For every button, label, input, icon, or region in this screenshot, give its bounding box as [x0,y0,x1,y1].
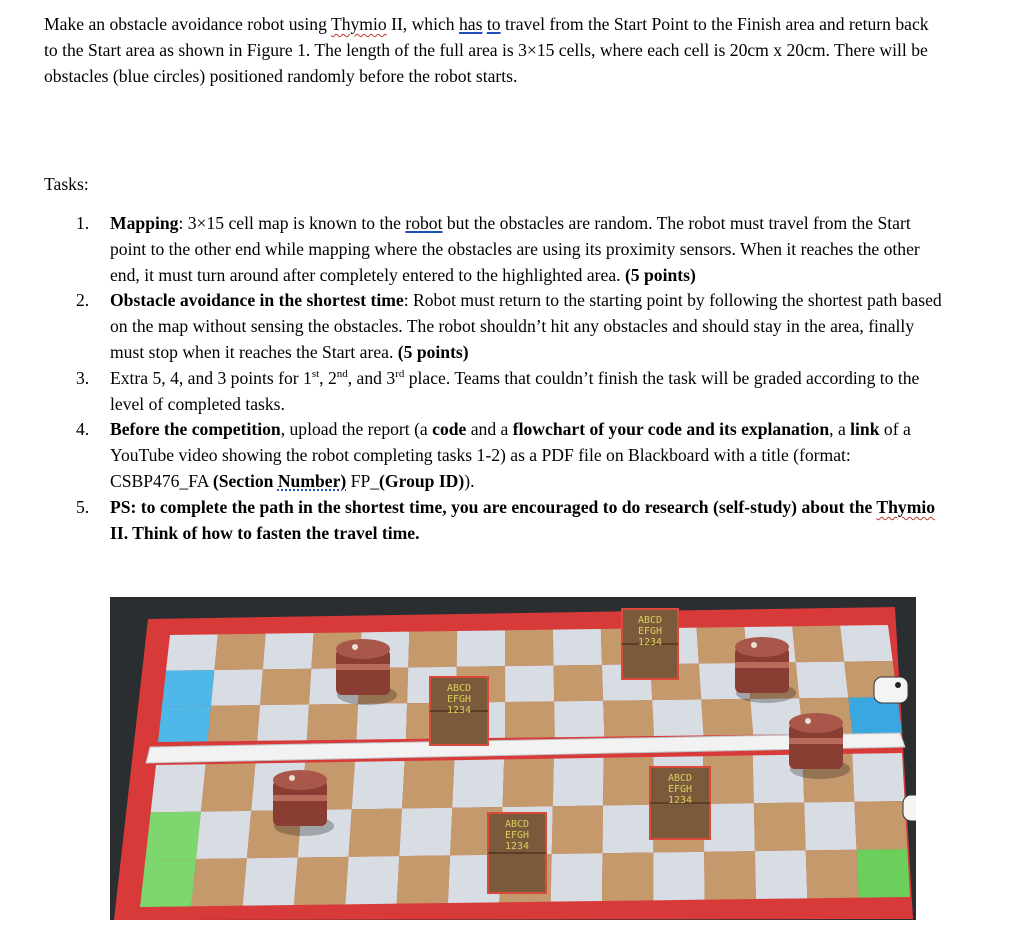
arena-image [110,597,916,920]
robot-upper-body [874,677,908,703]
task-text: , 2 [319,367,337,388]
crate-1-label: 1234 [637,637,663,648]
upper-lane-tile [553,629,602,666]
lower-lane-tile [151,764,206,812]
lower-lane-tile [551,853,603,901]
task-bold-text: code [432,419,467,440]
task-list [44,211,944,546]
task-bold-text: II. Think of how to fasten the travel time. [110,522,420,543]
upper-lane-tile [257,704,309,740]
robot-upper-sensor [895,682,901,688]
upper-lane-tile [652,699,703,736]
task-number: 5. [76,496,90,517]
lower-lane-tile [804,802,856,851]
task-bold-text: (Section [212,470,278,491]
barrel-3-cap [805,718,811,724]
lower-lane-tile [704,803,755,852]
lower-lane-tile [140,859,196,907]
upper-lane-tile [554,701,604,737]
barrel-2-cap [751,642,757,648]
lower-lane-tile [345,856,399,904]
task-bold-text: PS: to complete the path in the shortest time, you are encouraged to do research (self-study) about the [110,496,877,517]
robot-lower-body [903,795,916,821]
upper-lane-tile [211,669,263,705]
crate-3-label: 1234 [667,795,693,806]
upper-lane-tile [260,669,311,705]
upper-lane-tile [214,634,265,670]
task-number: 1. [76,213,90,233]
lower-lane-tile [852,753,904,802]
task-number: 4. [76,419,90,440]
task-text: : Robot must return to the starting point by following the shortest path based on the map without sensing the obstacles. The robot shouldn’t hit any obstacles and should stay in the area, finally must stop when it reaches the Start area. [110,290,942,362]
task-text: ). [464,470,475,491]
barrel-4-band [273,795,327,801]
task-title: Obstacle avoidance in the shortest time [110,290,404,311]
lower-lane-tile [191,858,247,906]
crate-3-label: ABCD [667,773,693,784]
intro-text-2: II, which [386,14,459,34]
task-bold-text: link [850,419,880,440]
lower-lane-tile [503,759,554,807]
task-number: 2. [76,290,90,311]
upper-lane-tile [796,662,849,699]
arena-figure [110,597,916,920]
crate-4-label: ABCD [504,819,530,830]
lower-lane-tile [603,757,653,806]
barrel-4-lid [273,770,327,790]
task-text: Extra 5, 4, and 3 points for 1 [110,367,312,388]
barrel-3-lid [789,713,843,733]
task-text: but the obstacles are random. The robot must travel from the Start point to the other end while mapping where the obstacles are using its proximity sensors. When it reaches the other end, it must turn around after completely entered to the highlighted area. [110,213,920,285]
task-bold-text: Before the competition [110,419,281,440]
intro-text-1: Make an obstacle avoidance robot using [44,14,331,34]
upper-lane-tile [701,699,753,736]
lower-lane-tile [402,760,454,808]
upper-lane-tile [505,666,554,702]
crate-2-label: 1234 [446,705,472,716]
task-text: , a [829,419,851,440]
crate-4-label: 1234 [504,841,530,852]
task-item-4 [44,417,944,494]
crate-4-label: EFGH [504,830,530,841]
intro-has-word: has [459,14,483,34]
upper-lane-tile [505,701,555,737]
lower-lane-tile [653,852,704,900]
task-bold-text: (Group ID) [379,470,465,491]
ordinal-suffix: rd [395,367,405,380]
lower-lane-tile [754,803,806,852]
task-item-5 [44,495,944,547]
task-number: 3. [76,367,90,388]
upper-lane-tile [158,706,211,742]
lower-lane-tile [196,811,251,859]
task-title: Mapping [110,213,179,233]
intro-text-4: travel from the Start Point to the Finish area and return back to the Start area as shown in Figure 1. The length of the full area is 3×15 cells, where each cell is 20cm x 20cm. There will be obstacles (blue circles) positioned randomly before the robot starts. [44,14,929,86]
barrel-1-cap [352,644,358,650]
lower-lane-tile [243,858,298,906]
lower-lane-tile [399,808,452,856]
lower-lane-tile [452,759,504,807]
task-text: place. Teams that couldn’t finish the task will be graded according to the level of completed tasks. [110,367,920,414]
task-points: (5 points) [397,341,469,362]
lower-lane-tile [806,850,859,899]
task-text: : 3×15 cell map is known to the [178,213,406,233]
task-item-3 [44,366,944,418]
upper-lane-tile [840,625,893,662]
upper-lane-tile [356,703,407,739]
ordinal-suffix: st [311,367,320,380]
intro-thymio-word: Thymio [330,14,387,34]
task-text: of a YouTube video showing the robot completing tasks 1-2) as a PDF file on Blackboard with a title (format: CSBP476_FA [110,419,911,491]
task-text: and a [466,419,513,440]
barrel-1-band [336,664,390,670]
crate-2-label: EFGH [446,694,472,705]
lower-lane-tile [201,763,256,811]
crate-1-label: EFGH [637,626,663,637]
lower-lane-tile [552,806,603,854]
upper-lane-tile [603,700,654,736]
lower-lane-tile [854,801,907,850]
crate-3-label: EFGH [667,784,693,795]
barrel-4-cap [289,775,295,781]
lower-lane-tile [857,849,910,898]
intro-to-word: to [486,14,501,34]
task-text: FP_ [346,470,380,491]
lower-lane-tile [349,809,402,857]
upper-lane-tile [162,670,214,706]
barrel-2-lid [735,637,789,657]
barrel-2-band [735,662,789,668]
task-thymio-word: Thymio [876,496,936,517]
upper-lane-tile [554,665,604,701]
lower-lane-tile [602,853,653,901]
lower-lane-tile [603,805,654,853]
task-points: (5 points) [624,264,696,285]
upper-lane-tile [263,633,314,669]
upper-lane-tile [166,634,218,670]
lower-lane-tile [704,851,756,900]
crate-2-label: ABCD [446,683,472,694]
lower-lane-tile [397,855,450,903]
upper-lane-tile [505,630,553,666]
lower-lane-tile [755,850,807,899]
upper-lane-tile [792,626,844,663]
lower-lane-tile [553,758,604,806]
barrel-3-band [789,738,843,744]
lower-lane-tile [294,857,349,905]
lower-lane-tile [145,812,201,860]
task-text: , upload the report (a [280,419,433,440]
task-item-1 [44,211,944,288]
task-bold-number-word: Number) [277,470,347,491]
ordinal-suffix: nd [336,367,348,380]
crate-1-label: ABCD [637,615,663,626]
upper-lane-tile [457,630,505,666]
task-robot-word: robot [405,213,443,233]
upper-lane-tile [208,705,260,741]
barrel-1-lid [336,639,390,659]
upper-lane-tile [307,704,358,740]
lower-lane-tile [352,761,405,809]
task-bold-text: flowchart of your code and its explanation [512,419,830,440]
intro-paragraph [44,12,944,89]
tasks-heading: Tasks: [44,174,89,194]
task-item-2 [44,288,944,365]
task-text: , and 3 [347,367,396,388]
upper-lane-tile [408,631,457,667]
